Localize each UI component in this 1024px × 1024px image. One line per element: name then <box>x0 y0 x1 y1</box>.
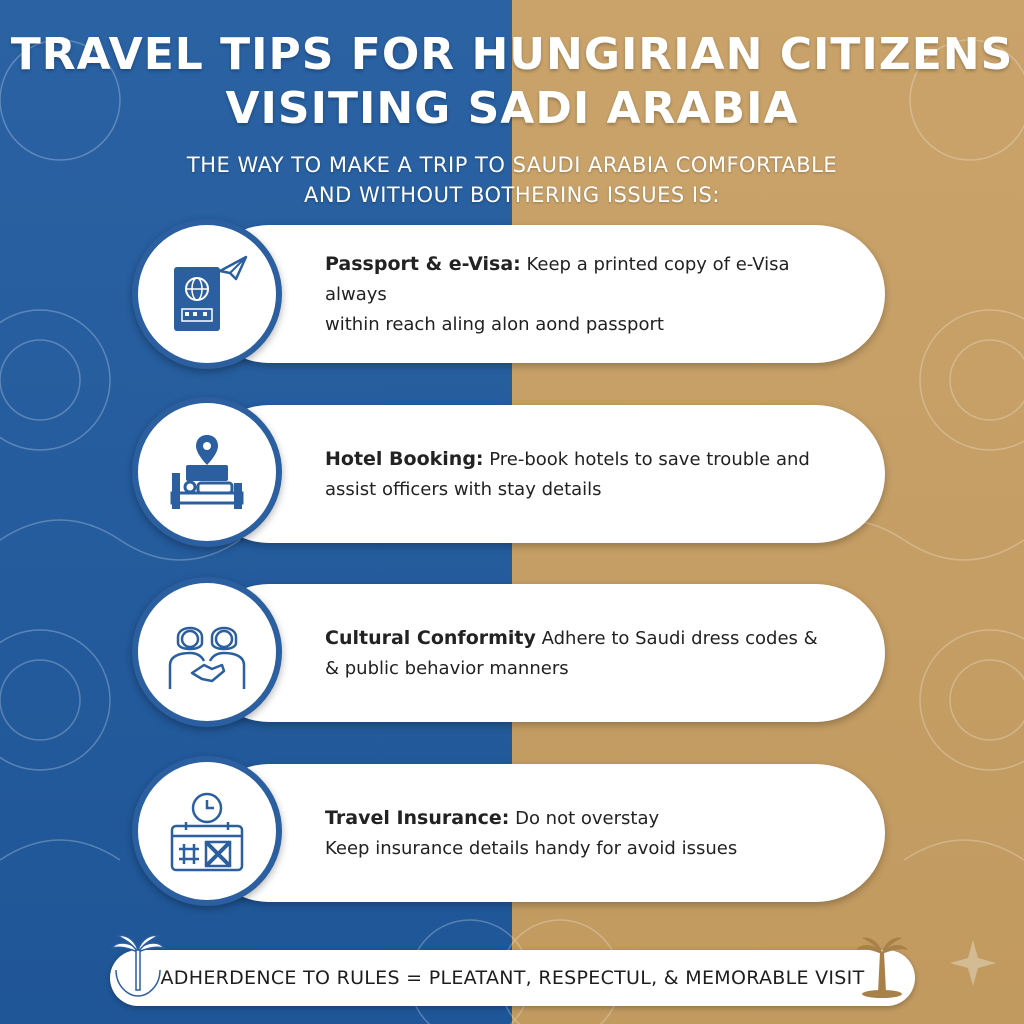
tip-label: Travel Insurance: <box>325 806 510 829</box>
calendar-clock-icon <box>162 786 252 876</box>
subtitle-line-1: THE WAY TO MAKE A TRIP TO SAUDI ARABIA COMFORTABLE <box>186 153 838 177</box>
tip-card-passport <box>200 225 885 363</box>
passport-icon <box>162 249 252 339</box>
subtitle-line-2: AND WITHOUT BOTHERING ISSUES IS: <box>304 183 720 207</box>
palm-tree-icon <box>852 930 912 1002</box>
handshake-people-icon <box>162 607 252 697</box>
tip-icon-circle <box>132 397 282 547</box>
title-line-1: TRAVEL TIPS FOR HUNGIRIAN CITIZENS <box>10 29 1014 80</box>
tip-text <box>325 405 845 543</box>
tip-label: Passport & e-Visa: <box>325 252 521 275</box>
tip-card-culture <box>200 584 885 722</box>
tip-text <box>325 584 845 722</box>
tip-label: Cultural Conformity <box>325 626 536 649</box>
tip-line-1: Adhere to Saudi dress codes & <box>535 627 818 649</box>
sparkle-icon <box>948 938 998 988</box>
tip-text <box>325 764 845 902</box>
tip-text <box>325 225 845 363</box>
title-line-2: VISITING SADI ARABIA <box>225 83 799 134</box>
footer-banner <box>110 950 915 1006</box>
footer-text: ADHERDENCE TO RULES = PLEATANT, RESPECTUL, & MEMORABLE VISIT <box>160 967 865 989</box>
tip-line-2: Keep insurance details handy for avoid issues <box>325 837 738 859</box>
tip-card-insurance <box>200 764 885 902</box>
page-subtitle <box>0 150 1024 210</box>
tip-line-2: & public behavior manners <box>325 657 569 679</box>
tip-line-2: assist officers with stay details <box>325 478 602 500</box>
tip-label: Hotel Booking: <box>325 447 484 470</box>
page-title <box>0 28 1024 136</box>
tip-icon-circle <box>132 577 282 727</box>
tip-line-1: Do not overstay <box>509 807 660 829</box>
tip-card-hotel <box>200 405 885 543</box>
tip-line-1: Pre-book hotels to save trouble and <box>483 448 810 470</box>
tip-line-2: within reach aling alon aond passport <box>325 313 664 335</box>
tip-line-1: Keep a printed copy of e-Visa always <box>325 253 790 305</box>
tip-icon-circle <box>132 756 282 906</box>
hotel-bed-icon <box>162 427 252 517</box>
palm-wreath-icon <box>108 930 168 1002</box>
tip-icon-circle <box>132 219 282 369</box>
